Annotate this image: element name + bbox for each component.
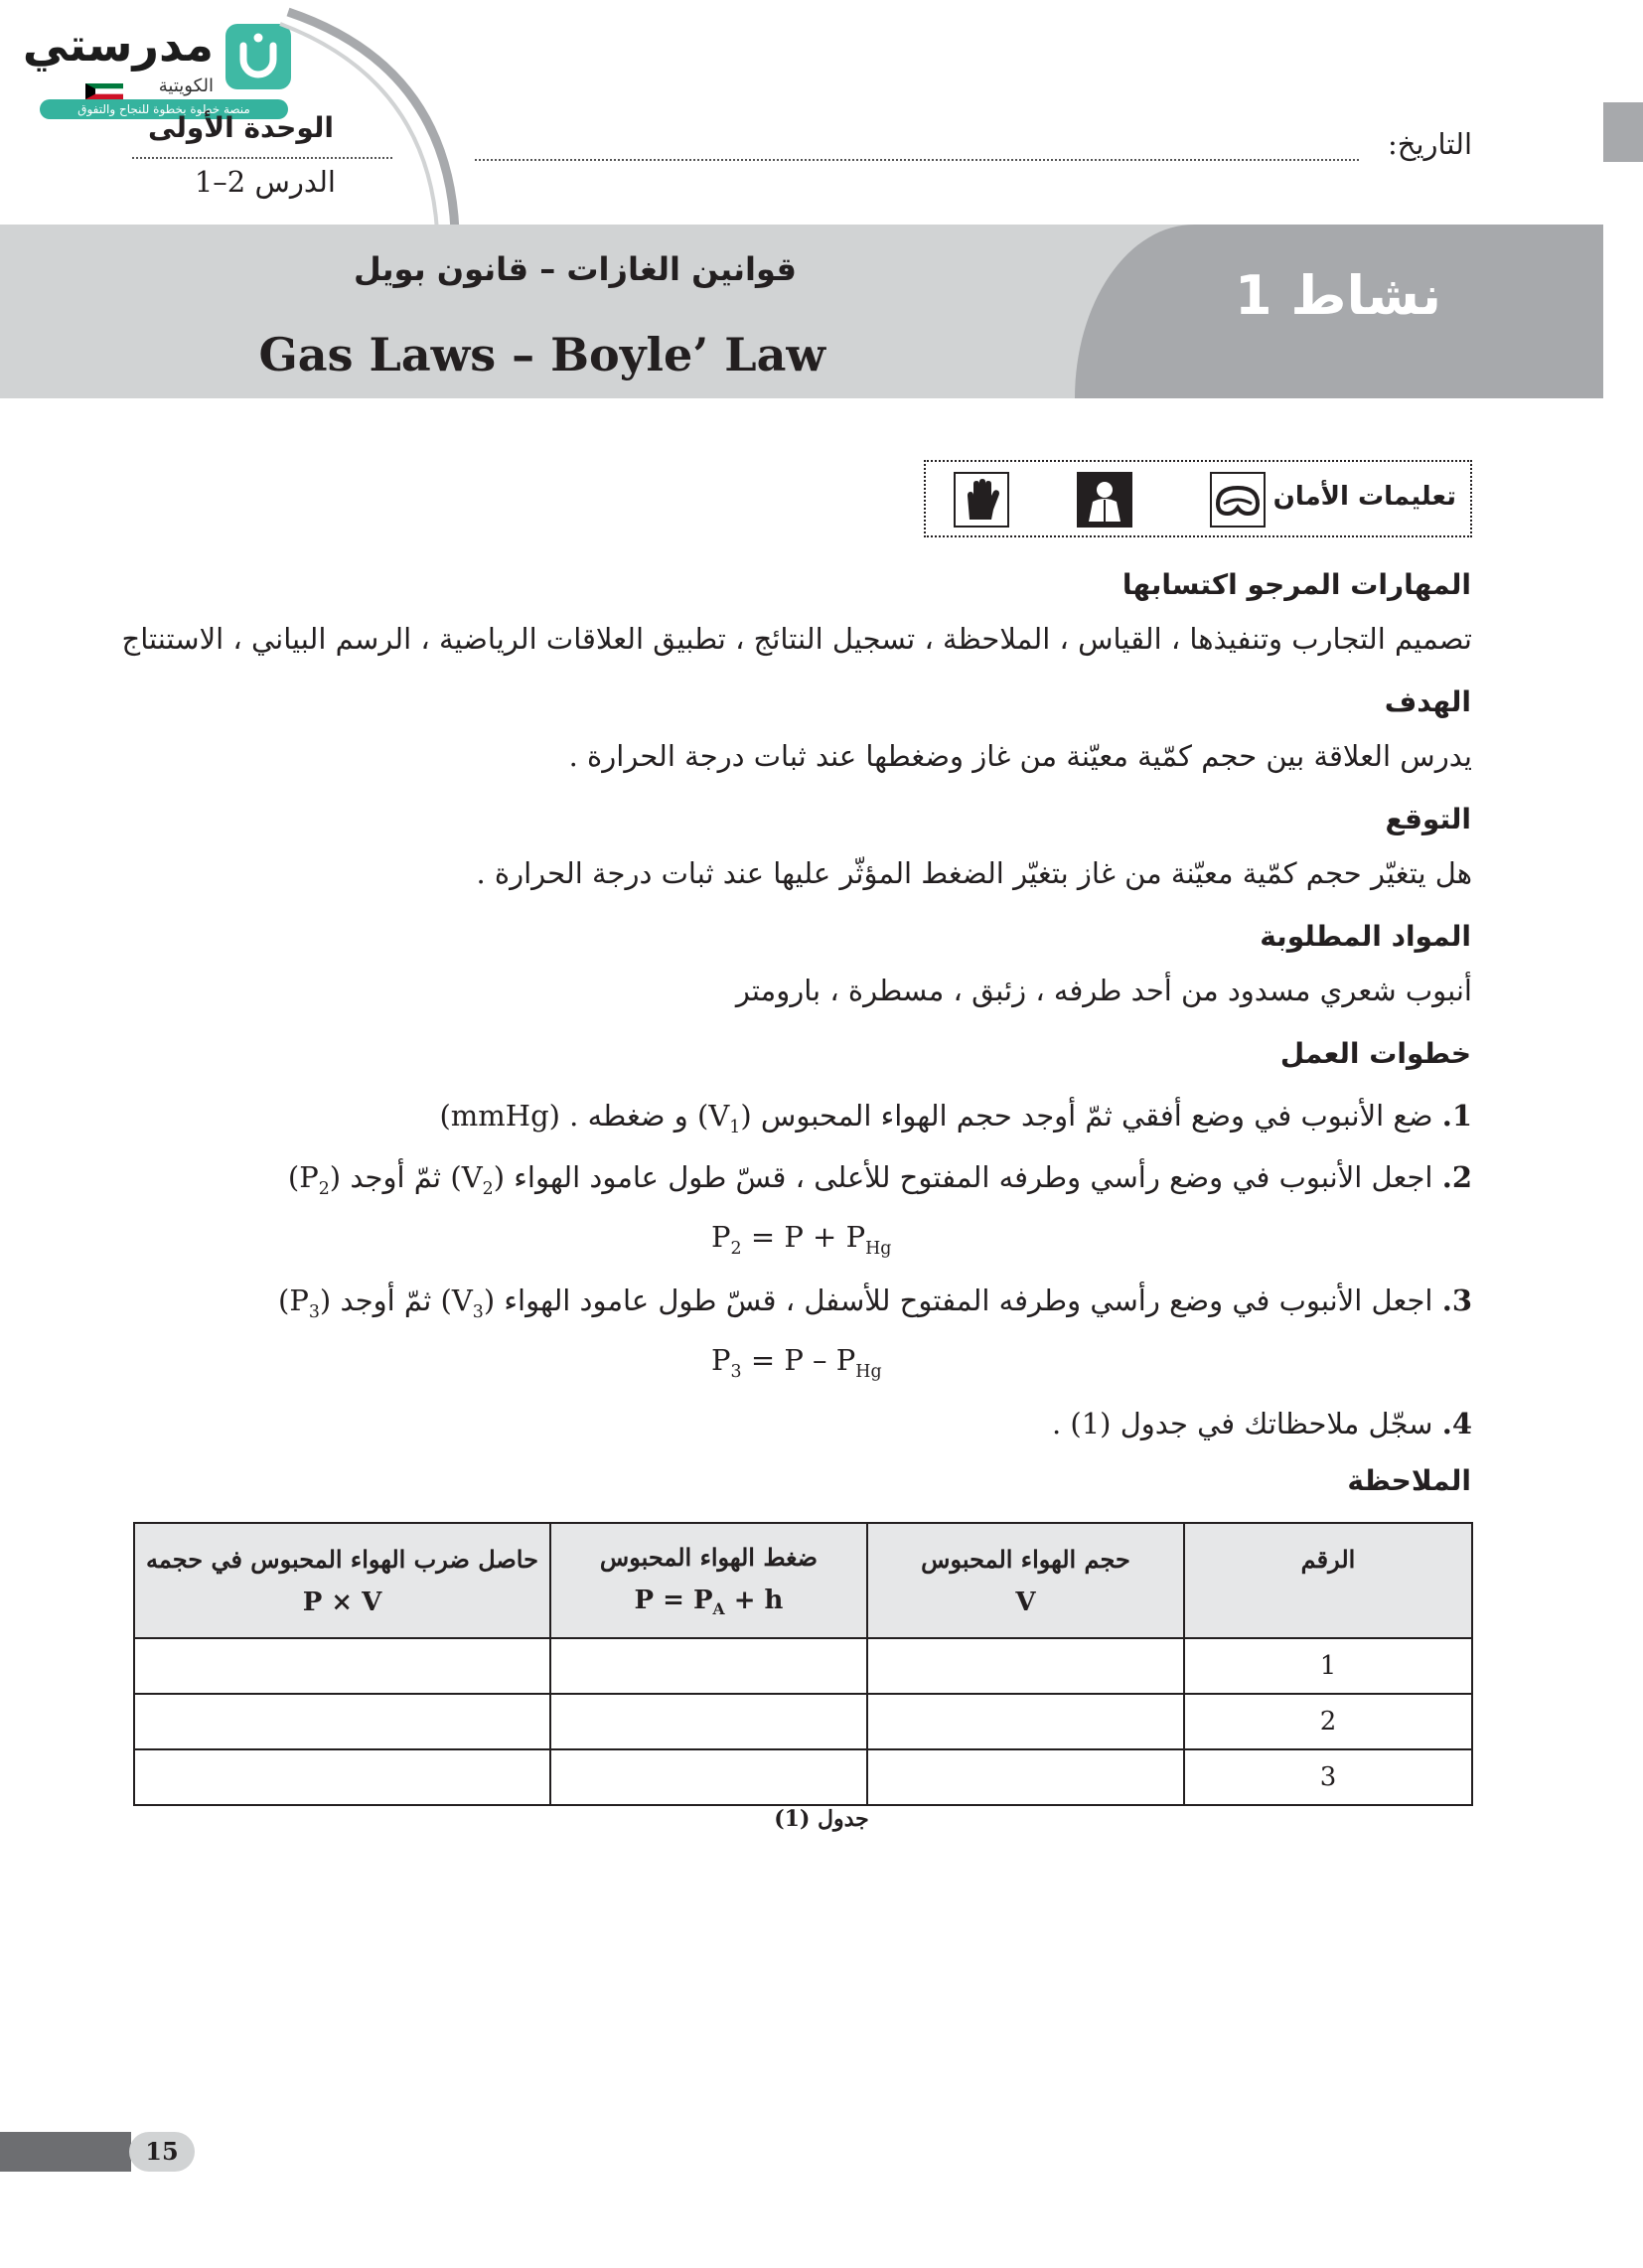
- eq2-rhs-sub: Hg: [865, 1238, 892, 1259]
- step-2-find: ثمّ أوجد: [350, 1160, 442, 1194]
- col-number-label: الرقم: [1300, 1544, 1356, 1574]
- step-1-unit: (mmHg) .: [439, 1099, 579, 1133]
- col-volume-label: حجم الهواء المحبوس: [921, 1544, 1130, 1574]
- goal-text: يدرس العلاقة بين حجم كمّية معيّنة من غاز وضغطها عند ثبات درجة الحرارة .: [568, 739, 1472, 773]
- eq3-rhs-sub: Hg: [855, 1361, 882, 1382]
- observation-heading: الملاحظة: [1347, 1464, 1471, 1497]
- col-product-symbol: P × V: [302, 1587, 382, 1617]
- col-product-header: [134, 1523, 550, 1638]
- activity-number: نشاط 1: [1235, 264, 1441, 327]
- table-row: [134, 1694, 1472, 1749]
- product-cell[interactable]: [134, 1694, 550, 1749]
- row-number: 3: [1184, 1749, 1472, 1805]
- step-2-v: V: [461, 1160, 483, 1194]
- col-pressure-label: ضغط الهواء المحبوس: [599, 1542, 819, 1572]
- date-label: التاريخ:: [1387, 127, 1472, 161]
- step-4-number: 4.: [1441, 1407, 1472, 1440]
- materials-text: أنبوب شعري مسدود من أحد طرفه ، زئبق ، مسطرة ، بارومتر: [735, 974, 1472, 1007]
- step-1-text: ضع الأنبوب في وضع أفقي ثمّ أوجد حجم الهواء المحبوس: [760, 1099, 1433, 1133]
- equation-2: [711, 1220, 891, 1259]
- observation-table: [133, 1522, 1473, 1806]
- step-2-number: 2.: [1441, 1160, 1472, 1194]
- kuwait-flag-icon: [85, 83, 123, 99]
- logo-tagline: منصة خطوة بخطوة للنجاح والتفوق: [40, 99, 288, 119]
- step-1: 1. ضع الأنبوب في وضع أفقي ثمّ أوجد حجم الهواء المحبوس $(V_1)$ و ضغطه (mmHg) .: [439, 1099, 1472, 1137]
- step-3: 3. اجعل الأنبوب في وضع رأسي وطرفه المفتوح للأسفل ، قسّ طول عامود الهواء $(V_3)$ ثمّ أوجد $(P_3)$: [278, 1284, 1472, 1322]
- logo-word: مدرستي: [22, 18, 214, 72]
- eq2-lhs-sub: 2: [730, 1238, 742, 1259]
- page-number: 15: [129, 2132, 195, 2172]
- safety-label: تعليمات الأمان: [1272, 482, 1456, 512]
- title-arabic: قوانين الغازات – قانون بويل: [353, 250, 797, 288]
- eq2-lhs: P: [711, 1220, 731, 1254]
- pressure-cell[interactable]: [550, 1638, 867, 1694]
- hypothesis-text: هل يتغيّر حجم كمّية معيّنة من غاز بتغيّر الضغط المؤثّر عليها عند ثبات درجة الحرارة .: [476, 856, 1472, 890]
- materials-heading: المواد المطلوبة: [1260, 920, 1471, 953]
- product-cell[interactable]: [134, 1749, 550, 1805]
- table-row: [134, 1638, 1472, 1694]
- col-pressure-formula-a: P = P: [634, 1585, 713, 1615]
- table-row: [134, 1749, 1472, 1805]
- side-tab: [1603, 102, 1643, 162]
- equation-3: [711, 1343, 882, 1382]
- safety-box: [924, 460, 1472, 537]
- col-pressure-formula-sub: A: [712, 1599, 725, 1619]
- eq3-lhs-sub: 3: [730, 1361, 742, 1382]
- step-1-v-sub: 1: [729, 1117, 741, 1137]
- footer-bar: [0, 2132, 131, 2172]
- step-2-p: P: [299, 1160, 319, 1194]
- unit-label: الوحدة الأولى: [148, 111, 334, 144]
- lesson-label: الدرس 2–1: [194, 165, 336, 199]
- step-4-text: سجّل ملاحظاتك في جدول (1) .: [1051, 1407, 1433, 1440]
- goggles-icon: [1210, 472, 1266, 528]
- date-line: [475, 159, 1359, 161]
- logo-sub: الكويتية: [158, 76, 214, 96]
- eq2-mid: = P + P: [750, 1220, 866, 1254]
- volume-cell[interactable]: [867, 1749, 1184, 1805]
- lab-coat-icon: [1077, 472, 1132, 528]
- step-2-v-sub: 2: [482, 1178, 494, 1199]
- step-3-p-sub: 3: [308, 1301, 320, 1322]
- hypothesis-heading: التوقع: [1385, 803, 1471, 835]
- col-pressure-formula-b: + h: [724, 1585, 784, 1615]
- step-1-and: و ضغطه: [587, 1099, 688, 1133]
- steps-heading: خطوات العمل: [1279, 1037, 1471, 1070]
- eq3-mid: = P – P: [750, 1343, 856, 1377]
- step-3-number: 3.: [1441, 1284, 1472, 1317]
- step-1-number: 1.: [1441, 1099, 1472, 1133]
- step-2: 2. اجعل الأنبوب في وضع رأسي وطرفه المفتوح للأعلى ، قسّ طول عامود الهواء $(V_2)$ ثمّ أوجد $(P_2)$: [287, 1160, 1472, 1199]
- logo: [22, 18, 291, 117]
- col-number-header: [1184, 1523, 1472, 1638]
- volume-cell[interactable]: [867, 1694, 1184, 1749]
- step-3-text: اجعل الأنبوب في وضع رأسي وطرفه المفتوح للأسفل ، قسّ طول عامود الهواء: [504, 1284, 1433, 1317]
- step-1-v: V: [708, 1099, 730, 1133]
- step-2-text: اجعل الأنبوب في وضع رأسي وطرفه المفتوح للأعلى ، قسّ طول عامود الهواء: [514, 1160, 1433, 1194]
- step-3-p: P: [289, 1284, 309, 1317]
- gloves-icon: [954, 472, 1009, 528]
- col-product-label: حاصل ضرب الهواء المحبوس في حجمه: [146, 1544, 538, 1574]
- col-volume-symbol: V: [1015, 1587, 1036, 1617]
- pressure-cell[interactable]: [550, 1749, 867, 1805]
- col-volume-header: [867, 1523, 1184, 1638]
- step-3-v: V: [451, 1284, 473, 1317]
- step-3-v-sub: 3: [472, 1301, 484, 1322]
- volume-cell[interactable]: [867, 1638, 1184, 1694]
- goal-heading: الهدف: [1384, 685, 1471, 718]
- unit-divider: [132, 157, 392, 159]
- row-number: 1: [1184, 1638, 1472, 1694]
- skills-heading: المهارات المرجو اكتسابها: [1121, 568, 1471, 601]
- pressure-cell[interactable]: [550, 1694, 867, 1749]
- col-pressure-header: [550, 1523, 867, 1638]
- step-2-p-sub: 2: [318, 1178, 330, 1199]
- row-number: 2: [1184, 1694, 1472, 1749]
- step-3-find: ثمّ أوجد: [340, 1284, 432, 1317]
- title-english: Gas Laws – Boyle’ Law: [258, 328, 825, 381]
- table-caption: جدول (1): [774, 1806, 869, 1832]
- eq3-lhs: P: [711, 1343, 731, 1377]
- skills-text: تصميم التجارب وتنفيذها ، القياس ، الملاحظة ، تسجيل النتائج ، تطبيق العلاقات الرياضية ، الرسم البياني ، الاستنتاج: [121, 622, 1472, 656]
- product-cell[interactable]: [134, 1638, 550, 1694]
- step-4: [1052, 1407, 1472, 1440]
